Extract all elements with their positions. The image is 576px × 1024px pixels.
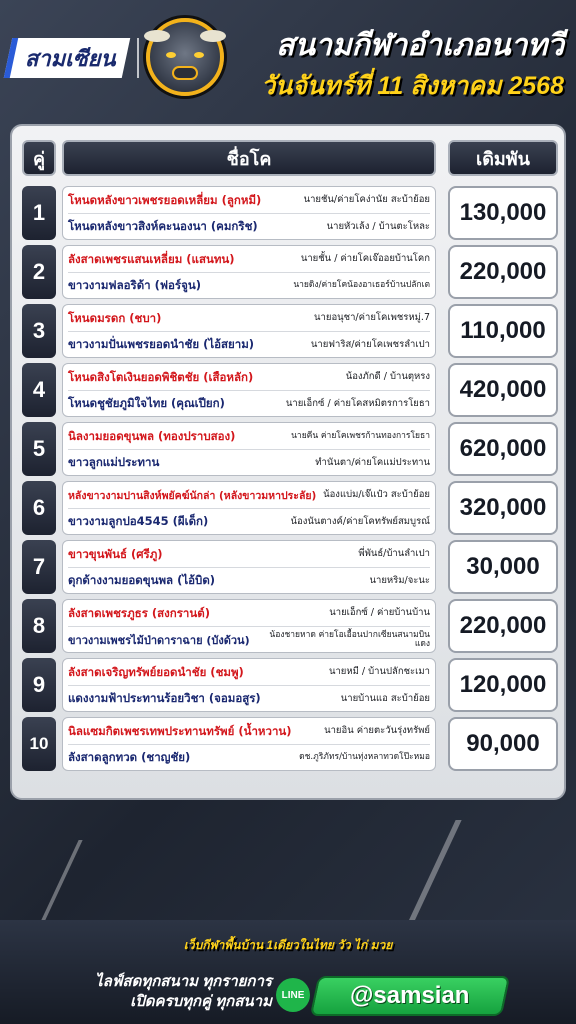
table-row [22,245,558,299]
red-corner-bull: นิลแซมกิตเพชรเทพประทานทรัพย์ (น้ำหวาน) [68,723,292,738]
table-row [22,540,558,594]
footer-sub-line-1: ไลฟ์สดทุกสนาม ทุกรายการ [95,973,272,990]
red-corner-line [68,365,430,391]
bet-amount: 320,000 [448,481,558,535]
bet-amount: 220,000 [448,245,558,299]
pair-names [62,540,436,594]
horn-left [144,30,170,42]
red-corner-bull: ลังสาดเพชรแสนเหลี่ยม (แสนทน) [68,251,235,266]
header [0,0,576,110]
red-corner-bull: โหนดหลังขาวเพชรยอดเหลี่ยม (ลูกหมี) [68,192,262,207]
blue-corner-bull: ขาวงามลูกปอ4545 (ผีเด็ก) [68,514,209,528]
blue-corner-bull: ขาวลูกแม่ประทาน [68,455,160,469]
blue-corner-line [68,745,430,771]
pair-number: 9 [22,658,56,712]
blue-corner-bull: โหนดชูชัยภูมิใจไทย (คุณเปียก) [68,396,225,410]
bet-amount: 420,000 [448,363,558,417]
pair-number: 3 [22,304,56,358]
red-corner-line [68,542,430,568]
blue-corner-line [68,450,430,476]
red-corner-owner: น้องภักดี / บ้านตุหรง [345,371,430,383]
bet-amount: 90,000 [448,717,558,771]
line-app-icon[interactable]: LINE [276,978,310,1012]
blue-corner-bull: แดงงามฟ้าประทานร้อยวิชา (จอมอสูร) [68,691,261,705]
pair-number: 8 [22,599,56,653]
bet-amount: 220,000 [448,599,558,653]
bet-amount: 130,000 [448,186,558,240]
red-corner-line [68,660,430,686]
pair-number: 1 [22,186,56,240]
pair-names [62,599,436,653]
red-corner-owner: นายอนุชา/ค่ายโคเพชรหมู่.7 [314,312,430,324]
footer-sub-line-2: เปิดครบทุกคู่ ทุกสนาม [130,993,272,1010]
bull-mascot-icon [146,18,224,96]
pair-names [62,658,436,712]
pair-number: 4 [22,363,56,417]
eye-left [166,52,176,58]
blue-corner-owner: น้องนันตางค์/ค่ายโคทรัพย์สมบูรณ์ [290,515,430,527]
matchup-table [10,124,566,800]
pair-number: 6 [22,481,56,535]
blue-corner-line [68,273,430,299]
bet-amount: 620,000 [448,422,558,476]
red-corner-line [68,247,430,273]
table-header [22,140,554,178]
blue-corner-bull: ขาวงามเพชรไม้ป่าดาราฉาย (บังด้วน) [68,634,250,647]
table-row [22,363,558,417]
stadium-title: สนามกีฬาอำเภอนาทวี [276,29,564,62]
table-row [22,658,558,712]
pair-number: 5 [22,422,56,476]
bet-amount: 30,000 [448,540,558,594]
blue-corner-line [68,332,430,358]
pair-number: 2 [22,245,56,299]
pair-names [62,245,436,299]
pair-number: 10 [22,717,56,771]
blue-corner-owner: นายหัวเล้ง / บ้านตะโหละ [326,220,430,232]
red-corner-bull: นิลงามยอดขุนพล (ทองปราบสอง) [68,428,236,443]
eye-right [194,52,204,58]
red-corner-owner: พี่พันธ์/บ้านลำเปา [358,548,430,560]
red-corner-bull: หลังขาวงามปานสิงห์พยัคฆ์นักล่า (หลังขาวมหาประลัย) [68,490,317,502]
table-row [22,599,558,653]
blue-corner-line [68,214,430,240]
red-corner-line [68,306,430,332]
red-corner-bull: ลังสาดเพชรภูธร (สงกรานต์) [68,605,210,620]
line-id-text: @samsian [350,982,470,1009]
bet-amount: 120,000 [448,658,558,712]
red-corner-owner: นายเอ็กซ์ / ค่ายบ้านบ้าน [329,607,430,619]
pair-number: 7 [22,540,56,594]
pair-names [62,186,436,240]
blue-corner-owner: นายหริม/จะนะ [369,574,430,586]
footer-subtext [62,972,272,1012]
footer-headline: เว็บกีฬาพื้นบ้าน 1เดียวในไทย วัว ไก่ มวย [183,938,393,952]
pair-names [62,481,436,535]
brand-logo [4,38,131,78]
red-corner-line [68,483,430,509]
snout [172,66,198,80]
red-corner-line [68,719,430,745]
red-corner-bull: โหนดมรดก (ชบา) [68,310,162,325]
blue-corner-line [68,627,430,653]
red-corner-owner: นายคีน ค่ายโคเพชรก้านทองการโยธา [291,430,430,441]
red-corner-line [68,188,430,214]
blue-corner-owner: นายฟาริส/ค่ายโคเพชรลำเปา [310,338,430,350]
table-row [22,481,558,535]
line-id-button[interactable] [310,976,511,1016]
blue-corner-owner: นายเอ็กซ์ / ค่ายโคสหมิตรการโยธา [285,397,430,409]
column-header-pair: คู่ [22,140,56,176]
blue-corner-line [68,509,430,535]
blue-corner-owner: นายบ้านแอ สะบ้าย้อย [340,692,430,704]
pair-names [62,304,436,358]
blue-corner-bull: ลังสาดลูกทวด (ชาญชัย) [68,750,191,764]
column-header-bull-name: ชื่อโค [62,140,436,176]
blue-corner-owner: ทำนันตา/ค่ายโคแม่ประทาน [315,456,430,468]
column-header-bet: เดิมพัน [448,140,558,176]
brand-logo-text: สามเซียน [24,45,116,71]
red-corner-bull: ขาวขุนพันธ์ (ศรีภู) [68,546,163,561]
red-corner-owner: นายหมี / บ้านปลักชะเมา [328,666,430,678]
red-corner-line [68,601,430,627]
pair-names [62,717,436,771]
pair-names [62,363,436,417]
blue-corner-owner: น้องชายหาด ค่ายโอเอื้อนปากเซียนสนามบินแดง [269,629,430,649]
blue-corner-line [68,568,430,594]
event-date: วันจันทร์ที่ 11 สิงหาคม 2568 [261,72,564,100]
footer-banner [0,920,576,1024]
blue-corner-owner: ดช.ภูริภัทร/บ้านทุ่งหลาทวดโป๊ะหมอ [299,752,430,763]
red-corner-line [68,424,430,450]
red-corner-owner: นายชัน/ค่ายโคง่านัย สะบ้าย้อย [303,194,430,206]
table-row [22,186,558,240]
horn-right [200,30,226,42]
table-row [22,304,558,358]
header-divider [137,38,139,78]
bet-amount: 110,000 [448,304,558,358]
red-corner-bull: ลังสาดเจริญทรัพย์ยอดนำชัย (ชมพู) [68,664,244,679]
blue-corner-bull: ขาวงามฟลอริด้า (ฟอร์จูน) [68,278,201,292]
blue-corner-bull: โหนดหลังขาวสิงห์คะนองนา (คมกริช) [68,219,258,233]
red-corner-owner: นายชั้น / ค่ายโคเจ๊ออยบ้านโคก [300,253,430,265]
blue-corner-owner: นายดิง/ค่ายโคน้องอาเธอร์บ้านปลักเต [293,280,430,291]
table-row [22,717,558,771]
red-corner-owner: นายอิน ค่ายตะวันรุ่งทรัพย์ [324,725,430,737]
blue-corner-line [68,686,430,712]
table-row [22,422,558,476]
blue-corner-bull: ขาวงามปั่นเพชรยอดนำชัย (ไอ้สยาม) [68,337,255,351]
pair-names [62,422,436,476]
blue-corner-line [68,391,430,417]
blue-corner-bull: ดุกด้างงามยอดขุนพล (ไอ้บิด) [68,573,216,587]
red-corner-bull: โหนดสิงโตเงินยอดพิชิตชัย (เสือหลัก) [68,369,254,384]
red-corner-owner: น้องแบ่ม/เจ๊แป๋ว สะบ้าย้อย [323,489,430,501]
